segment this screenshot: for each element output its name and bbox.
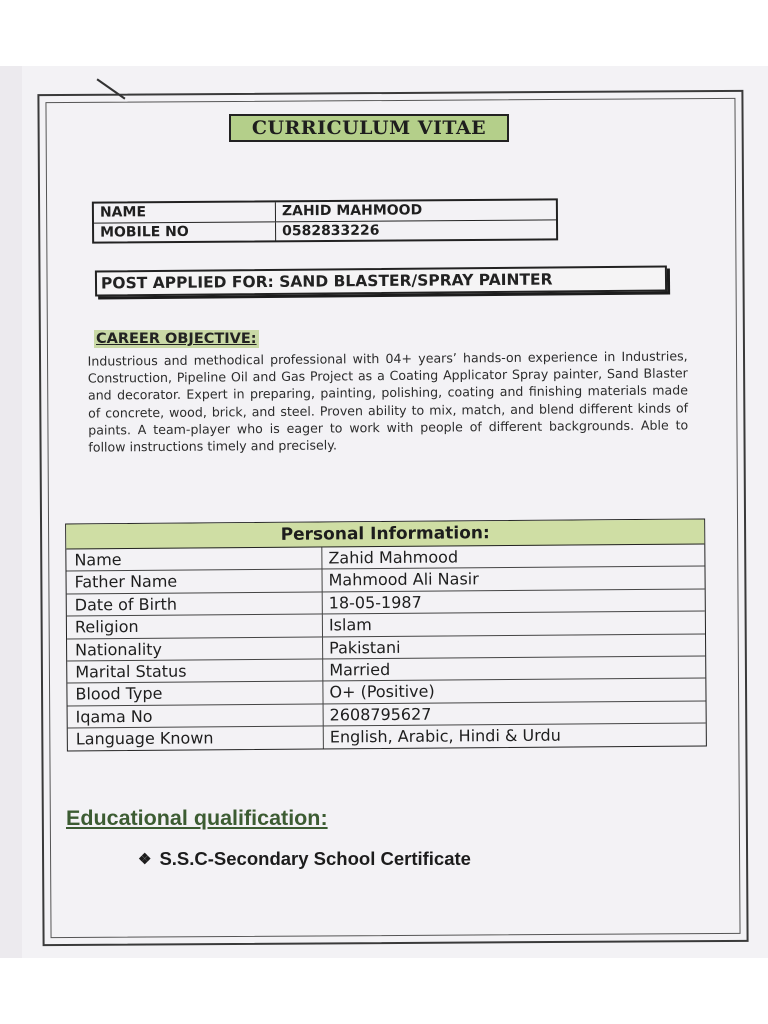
table-value: Mahmood Ali Nasir xyxy=(328,569,479,590)
table-label: Blood Type xyxy=(67,682,323,705)
identity-label: NAME xyxy=(94,202,276,222)
identity-value: ZAHID MAHMOOD xyxy=(281,202,423,220)
personal-info-heading: Personal Information: xyxy=(66,519,704,549)
education-heading: Educational qualification: xyxy=(66,806,328,830)
table-label: Language Known xyxy=(68,727,324,750)
table-value: Zahid Mahmood xyxy=(328,547,459,568)
identity-row-mobile xyxy=(94,219,556,242)
table-label: Nationality xyxy=(67,637,323,660)
identity-row-name xyxy=(94,200,556,222)
identity-box xyxy=(92,198,558,243)
table-value: 18-05-1987 xyxy=(328,592,422,613)
post-applied-banner: POST APPLIED FOR: SAND BLASTER/SPRAY PAINTER xyxy=(95,266,667,297)
table-label: Iqama No xyxy=(68,704,324,727)
table-value: English, Arabic, Hindi & Urdu xyxy=(329,725,561,747)
identity-label: MOBILE NO xyxy=(94,222,276,242)
list-item xyxy=(138,848,471,870)
table-label: Marital Status xyxy=(67,659,323,682)
table-row xyxy=(68,724,706,750)
personal-info-table xyxy=(65,518,707,751)
table-value: 2608795627 xyxy=(329,704,432,725)
career-objective-text: Industrious and methodical professional with 04+ years’ hands-on experience in Industries, Construction, Pipeline Oil and Gas Project as a Coating Applicator Spray painter, Sand Blaster and decorator. Expert in preparing, painting, polishing, coating and finishing materials made of concrete, wood, brick, and steel. Proven ability to mix, match, and blend different kinds of paints. A team-player who is eager to work with people of different backgrounds. Able to follow instructions timely and precisely. xyxy=(87,348,689,455)
document-title: CURRICULUM VITAE xyxy=(229,114,509,142)
table-value: Pakistani xyxy=(329,637,401,658)
table-value: Married xyxy=(329,659,391,680)
diamond-bullet-icon: ❖ xyxy=(138,851,152,868)
identity-value: 0582833226 xyxy=(282,222,380,240)
table-label: Father Name xyxy=(66,570,322,593)
education-item-label: S.S.C-Secondary School Certificate xyxy=(159,848,471,869)
career-objective-heading: CAREER OBJECTIVE: xyxy=(96,331,257,347)
table-value: Islam xyxy=(328,615,372,635)
table-label: Religion xyxy=(67,615,323,638)
table-label: Name xyxy=(66,547,322,570)
table-value: O+ (Positive) xyxy=(329,681,435,702)
table-label: Date of Birth xyxy=(67,592,323,615)
